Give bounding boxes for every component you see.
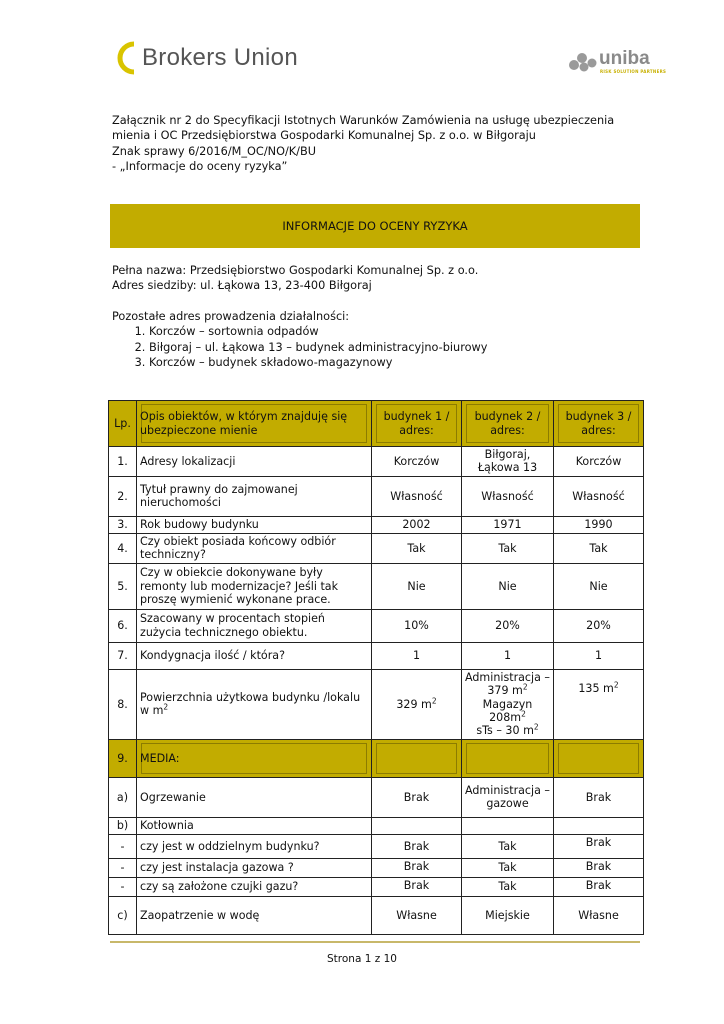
section-title: INFORMACJE DO OCENY RYZYKA xyxy=(282,219,468,233)
header-b3: budynek 3 / adres: xyxy=(554,401,644,447)
row-b1 xyxy=(372,817,462,834)
row-b3: Brak xyxy=(554,834,644,858)
row-lp: 1. xyxy=(109,447,137,477)
media-b2 xyxy=(462,739,554,777)
row-lp: 2. xyxy=(109,476,137,516)
row-b1: 329 $m^2$ xyxy=(372,669,462,739)
row-b3 xyxy=(554,817,644,834)
row-b3: Własność xyxy=(554,476,644,516)
table-row xyxy=(109,447,644,477)
row-b3: 20% xyxy=(554,609,644,642)
row-lp: c) xyxy=(109,896,137,934)
row-desc: czy są założone czujki gazu? xyxy=(137,877,372,896)
intro-line: mienia i OC Przedsiębiorstwa Gospodarki Komunalnej Sp. z o.o. w Biłgoraju xyxy=(112,129,536,143)
row-lp: 5. xyxy=(109,563,137,609)
row-b3: Tak xyxy=(554,533,644,563)
uniba-logo-text: uniba xyxy=(599,48,650,69)
header-b1: budynek 1 / adres: xyxy=(372,401,462,447)
risk-table xyxy=(108,400,644,935)
row-b2: Własność xyxy=(462,476,554,516)
locations-heading: Pozostałe adres prowadzenia działalności: xyxy=(112,310,350,323)
row-desc: Czy w obiekcie dokonywane były remonty lub modernizacje? Jeśli tak proszę wymienić wykonane prace. xyxy=(137,563,372,609)
table-row xyxy=(109,642,644,669)
row-desc: Tytuł prawny do zajmowanej nieruchomości xyxy=(137,476,372,516)
row-b3: Brak xyxy=(554,858,644,877)
row-b2: Tak xyxy=(462,533,554,563)
table-row xyxy=(109,896,644,934)
row-b3: 1 xyxy=(554,642,644,669)
company-full-name: Pełna nazwa: Przedsiębiorstwo Gospodarki Komunalnej Sp. z o.o. xyxy=(112,264,479,277)
row-b1: 1 xyxy=(372,642,462,669)
row-b2 xyxy=(462,817,554,834)
table-row xyxy=(109,817,644,834)
row-desc: Kondygnacja ilość / która? xyxy=(137,642,372,669)
row-b3: Nie xyxy=(554,563,644,609)
row-lp: 7. xyxy=(109,642,137,669)
row-lp: - xyxy=(109,877,137,896)
row-desc: Szacowany w procentach stopień zużycia technicznego obiektu. xyxy=(137,609,372,642)
row-b2: Miejskie xyxy=(462,896,554,934)
uniba-logo xyxy=(568,48,678,78)
table-row xyxy=(109,834,644,858)
row-b3: 1990 xyxy=(554,516,644,533)
row-lp: 4. xyxy=(109,533,137,563)
company-address: Adres siedziby: ul. Łąkowa 13, 23-400 Biłgoraj xyxy=(112,279,372,293)
row-lp: b) xyxy=(109,817,137,834)
row-b2: Administracja – gazowe xyxy=(462,777,554,817)
row-desc: Adresy lokalizacji xyxy=(137,447,372,477)
row-lp: 8. xyxy=(109,669,137,739)
document-intro xyxy=(112,113,632,174)
table-row xyxy=(109,563,644,609)
row-b1: 2002 xyxy=(372,516,462,533)
uniba-logo-tagline: RISK SOLUTION PARTNERS xyxy=(600,69,667,74)
row-b2: 1 xyxy=(462,642,554,669)
uniba-logo-mark xyxy=(568,51,598,73)
section-banner xyxy=(110,204,640,248)
row-desc: Powierzchnia użytkowa budynku /lokalu w $m^2$ xyxy=(137,669,372,739)
row-lp: - xyxy=(109,858,137,877)
intro-subtitle: - „Informacje do oceny ryzyka” xyxy=(112,159,288,173)
row-b2: 20% xyxy=(462,609,554,642)
page-number: Strona 1 z 10 xyxy=(327,953,397,965)
row-lp: 3. xyxy=(109,516,137,533)
row-lp: a) xyxy=(109,777,137,817)
locations-list xyxy=(112,324,487,370)
row-b1: Brak xyxy=(372,877,462,896)
location-item: 2. Biłgoraj – ul. Łąkowa 13 – budynek administracyjno-biurowy xyxy=(149,340,487,355)
location-item: 1. Korczów – sortownia odpadów xyxy=(149,324,487,339)
row-lp: - xyxy=(109,834,137,858)
row-b2: Administracja – 379 $m^2$ Magazyn $208m^2$ sTs – 30 $m^2$ xyxy=(462,669,554,739)
brokers-union-logo-mark xyxy=(112,40,138,76)
row-desc: Zaopatrzenie w wodę xyxy=(137,896,372,934)
row-b2: Biłgoraj, Łąkowa 13 xyxy=(462,447,554,477)
table-row xyxy=(109,533,644,563)
footer-divider xyxy=(110,941,640,943)
header-lp: Lp. xyxy=(109,401,137,447)
row-b1: Tak xyxy=(372,533,462,563)
row-b3: Brak xyxy=(554,777,644,817)
row-b1: Korczów xyxy=(372,447,462,477)
row-b3: Brak xyxy=(554,877,644,896)
table-row xyxy=(109,858,644,877)
row-desc: Kotłownia xyxy=(137,817,372,834)
row-b1: 10% xyxy=(372,609,462,642)
header-desc: Opis obiektów, w którym znajduję się ubezpieczone mienie xyxy=(137,401,372,447)
row-b3: Korczów xyxy=(554,447,644,477)
row-b2: 1971 xyxy=(462,516,554,533)
row-b1: Własność xyxy=(372,476,462,516)
brokers-union-logo-text: Brokers Union xyxy=(142,44,298,71)
row-desc: Ogrzewanie xyxy=(137,777,372,817)
media-b1 xyxy=(372,739,462,777)
row-b1: Brak xyxy=(372,858,462,877)
row-b1: Nie xyxy=(372,563,462,609)
table-row xyxy=(109,669,644,739)
intro-line: Załącznik nr 2 do Specyfikacji Istotnych Warunków Zamówienia na usługę ubezpieczenia xyxy=(112,114,615,127)
locations xyxy=(112,309,487,370)
row-b3: Własne xyxy=(554,896,644,934)
row-lp: 6. xyxy=(109,609,137,642)
row-b1: Brak xyxy=(372,834,462,858)
table-row xyxy=(109,516,644,533)
location-item: 3. Korczów – budynek składowo-magazynowy xyxy=(149,355,487,370)
media-lp: 9. xyxy=(109,739,137,777)
row-desc: Czy obiekt posiada końcowy odbiór techniczny? xyxy=(137,533,372,563)
row-b2: Tak xyxy=(462,858,554,877)
company-info xyxy=(112,263,478,294)
media-label: MEDIA: xyxy=(137,739,372,777)
media-row xyxy=(109,739,644,777)
row-b2: Tak xyxy=(462,877,554,896)
table-row xyxy=(109,777,644,817)
media-b3 xyxy=(554,739,644,777)
brokers-union-logo xyxy=(112,40,312,82)
row-b2: Nie xyxy=(462,563,554,609)
table-header-row xyxy=(109,401,644,447)
row-b3: 135 $m^2$ xyxy=(554,669,644,739)
table-row xyxy=(109,476,644,516)
header-b2: budynek 2 / adres: xyxy=(462,401,554,447)
table-row xyxy=(109,877,644,896)
row-b1: Własne xyxy=(372,896,462,934)
row-desc: czy jest w oddzielnym budynku? xyxy=(137,834,372,858)
case-number: Znak sprawy 6/2016/M_OC/NO/K/BU xyxy=(112,144,317,158)
row-b1: Brak xyxy=(372,777,462,817)
row-desc: czy jest instalacja gazowa ? xyxy=(137,858,372,877)
row-b2: Tak xyxy=(462,834,554,858)
table-row xyxy=(109,609,644,642)
row-desc: Rok budowy budynku xyxy=(137,516,372,533)
